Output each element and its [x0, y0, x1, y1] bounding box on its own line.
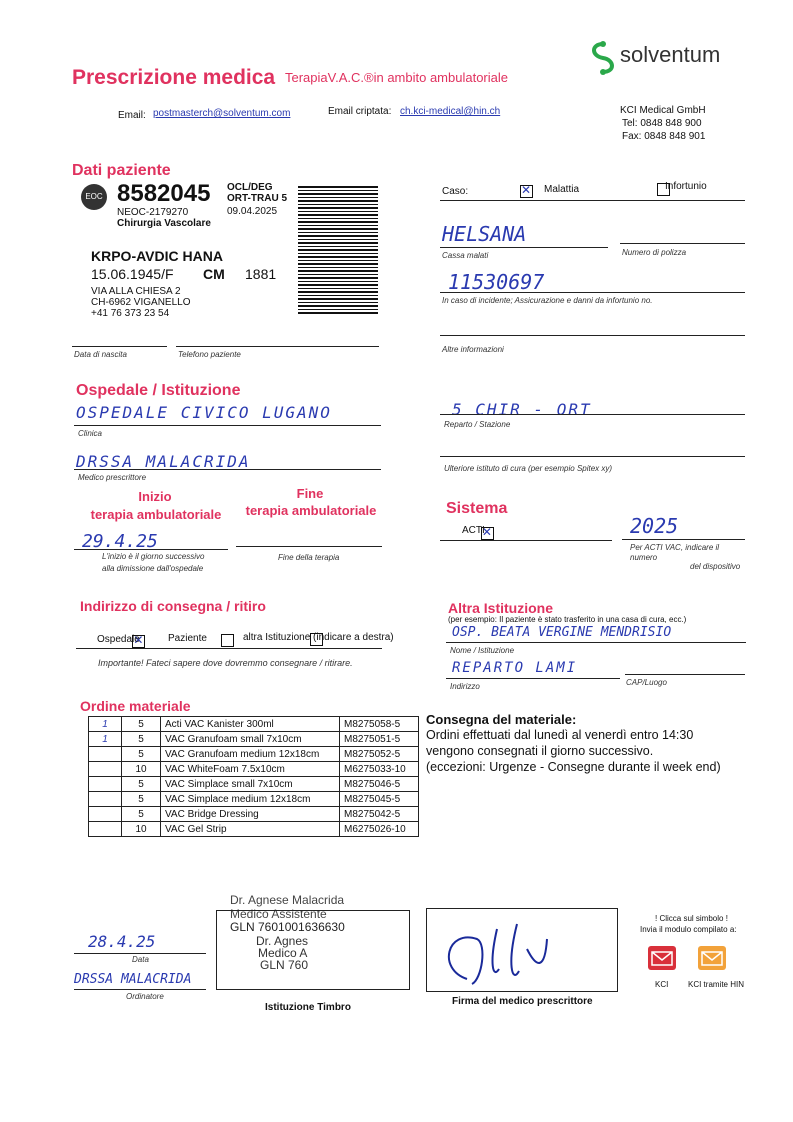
other-info-label: Altre informazioni	[442, 345, 504, 354]
envelope-icon	[648, 946, 676, 970]
envelope-icon	[698, 946, 726, 970]
email-crypt-link[interactable]: ch.kci-medical@hin.ch	[400, 106, 501, 117]
company-name: KCI Medical GmbH	[620, 105, 706, 116]
material-mark	[89, 792, 122, 807]
footer-date-value: 28.4.25	[88, 932, 156, 951]
patient-cm: CM	[203, 266, 225, 282]
barcode	[298, 186, 378, 316]
sticker-dept: Chirurgia Vascolare	[117, 218, 211, 229]
patient-phone: +41 76 373 23 54	[91, 308, 170, 319]
signature-icon	[427, 909, 617, 991]
device-note2: numero	[630, 553, 658, 562]
stamp-line2: Medico Assistente	[230, 907, 327, 921]
accident-label: In caso di incidente; Assicurazione e danni da infortunio no.	[442, 296, 653, 305]
material-delivery-title: Consegna del materiale:	[426, 712, 577, 727]
insurer-value: HELSANA	[442, 222, 527, 246]
delivery-other-label: altra Istituzione (indicare a destra)	[243, 632, 394, 643]
sticker-neoc: NEOC-2179270	[117, 207, 189, 218]
kci-hin-mail-button[interactable]	[698, 946, 726, 970]
dob-label: Data di nascita	[74, 350, 127, 359]
device-note3: del dispositivo	[690, 562, 741, 571]
doctor-label: Medico prescrittore	[78, 473, 147, 482]
footer-date-label: Data	[132, 955, 149, 964]
material-row	[89, 717, 419, 732]
other-inst-note: (per esempio: Il paziente è stato trasferito in una casa di cura, ecc.)	[448, 615, 687, 624]
doctor-value: DRSSA MALACRIDA	[76, 452, 251, 471]
sticker-code2: ORT-TRAU 5	[227, 193, 287, 204]
patient-address1: VIA ALLA CHIESA 2	[91, 286, 181, 297]
material-qty: 5	[122, 747, 161, 762]
clinic-value: OSPEDALE CIVICO LUGANO	[76, 403, 332, 422]
stamp-line3: GLN 7601001636630	[230, 920, 345, 934]
delivery-note: Importante! Fateci sapere dove dovremmo consegnare / ritirare.	[98, 658, 353, 668]
material-qty: 5	[122, 777, 161, 792]
policy-label: Numero di polizza	[622, 248, 687, 257]
device-note1: Per ACTI VAC, indicare il	[630, 543, 720, 552]
material-delivery-line1: Ordini effettuati dal lunedì al venerdì entro 14:30	[426, 728, 694, 742]
signature-box	[426, 908, 618, 992]
material-code: M8275051-5	[340, 732, 419, 747]
material-code: M6275026-10	[340, 822, 419, 837]
material-code: M8275046-5	[340, 777, 419, 792]
start-title2: terapia ambulatoriale	[90, 507, 222, 522]
material-row	[89, 762, 419, 777]
material-code: M8275058-5	[340, 717, 419, 732]
material-mark	[89, 822, 122, 837]
eoc-badge: EOC	[81, 184, 107, 210]
company-fax: Fax: 0848 848 901	[622, 131, 706, 142]
solventum-logo	[583, 40, 623, 81]
ward-value: 5 CHIR - ORT	[452, 400, 592, 419]
send-line1: ! Clicca sul simbolo !	[655, 914, 728, 923]
material-code: M6275033-10	[340, 762, 419, 777]
solventum-logo-icon	[583, 40, 623, 76]
kci-label: KCI	[655, 980, 669, 989]
patient-sticker	[73, 180, 288, 330]
material-item: VAC Granufoam medium 12x18cm	[161, 747, 340, 762]
email-link[interactable]: postmasterch@solventum.com	[153, 108, 291, 119]
material-row	[89, 822, 419, 837]
stamp-line4: Dr. Agnes	[256, 934, 309, 948]
other-inst-name-value: OSP. BEATA VERGINE MENDRISIO	[452, 625, 672, 640]
acti-label: ACTI	[462, 525, 485, 536]
logo-text: solventum	[620, 42, 721, 67]
hospital-section-title: Ospedale / Istituzione	[76, 382, 241, 399]
email-label: Email:	[118, 110, 146, 121]
patient-address2: CH-6962 VIGANELLO	[91, 297, 191, 308]
material-qty: 5	[122, 792, 161, 807]
delivery-section-title: Indirizzo di consegna / ritiro	[80, 598, 266, 614]
signature-label: Firma del medico prescrittore	[452, 996, 593, 1007]
kci-hin-label: KCI tramite HIN	[688, 980, 745, 989]
case-malattia-label: Malattia	[544, 184, 580, 195]
insurer-label: Cassa malati	[442, 251, 489, 260]
material-row	[89, 747, 419, 762]
material-code: M8275042-5	[340, 807, 419, 822]
material-qty: 5	[122, 807, 161, 822]
material-qty: 10	[122, 822, 161, 837]
material-mark: 1	[89, 732, 122, 747]
phone-label: Telefono paziente	[178, 350, 241, 359]
material-table	[88, 716, 419, 837]
other-inst-addr-value: REPARTO LAMI	[452, 660, 578, 676]
start-note1: L'inizio è il giorno successivo	[102, 552, 205, 561]
other-inst-cap-label: CAP/Luogo	[626, 678, 667, 687]
patient-section-title: Dati paziente	[72, 162, 171, 179]
material-item: VAC Gel Strip	[161, 822, 340, 837]
material-row	[89, 777, 419, 792]
sticker-code1: OCL/DEG	[227, 182, 273, 193]
further-label: Ulteriore istituto di cura (per esempio Spitex xy)	[444, 464, 613, 473]
stamp-line1: Dr. Agnese Malacrida	[230, 893, 345, 907]
material-item: VAC Bridge Dressing	[161, 807, 340, 822]
footer-orderer-label: Ordinatore	[126, 992, 164, 1001]
start-note2: alla dimissione dall'ospedale	[102, 564, 204, 573]
material-section-title: Ordine materiale	[80, 698, 191, 714]
case-infortunio-label: Infortunio	[665, 181, 707, 192]
material-qty: 5	[122, 717, 161, 732]
start-value: 29.4.25	[82, 531, 158, 552]
page-title: Prescrizione medica	[72, 66, 276, 89]
stamp-line6: GLN 760	[260, 958, 309, 972]
material-mark	[89, 747, 122, 762]
page-subtitle: TerapiaV.A.C.®in ambito ambulatoriale	[285, 70, 508, 85]
send-line2: Invia il modulo compilato a:	[640, 925, 737, 934]
stamp-line5: Medico A	[258, 946, 308, 960]
device-value: 2025	[630, 514, 679, 538]
material-row	[89, 732, 419, 747]
end-title2: terapia ambulatoriale	[245, 503, 377, 518]
material-code: M8275052-5	[340, 747, 419, 762]
material-qty: 5	[122, 732, 161, 747]
material-delivery-line2: vengono consegnati il giorno successivo.	[426, 744, 654, 758]
material-delivery-line3: (eccezioni: Urgenze - Consegne durante il week end)	[426, 760, 721, 774]
company-tel: Tel: 0848 848 900	[622, 118, 702, 129]
sticker-date: 09.04.2025	[227, 206, 278, 217]
delivery-patient-checkbox[interactable]	[221, 634, 234, 647]
footer-orderer-value: DRSSA MALACRIDA	[74, 972, 192, 987]
email-crypt-label: Email criptata:	[328, 106, 392, 117]
clinic-label: Clinica	[78, 429, 103, 438]
delivery-patient-label: Paziente	[168, 633, 207, 644]
start-title1: Inizio	[138, 489, 172, 504]
material-code: M8275045-5	[340, 792, 419, 807]
system-section-title: Sistema	[446, 500, 508, 517]
patient-cm-number: 1881	[245, 266, 277, 282]
patient-birth: 15.06.1945/F	[91, 266, 174, 282]
material-mark	[89, 777, 122, 792]
other-inst-name-label: Nome / Istituzione	[450, 646, 515, 655]
other-inst-addr-label: Indirizzo	[450, 682, 480, 691]
material-item: VAC Simplace medium 12x18cm	[161, 792, 340, 807]
end-label: Fine della terapia	[278, 553, 340, 562]
patient-name: KRPO-AVDIC HANA	[91, 248, 223, 264]
ward-label: Reparto / Stazione	[444, 420, 511, 429]
material-item: VAC Simplace small 7x10cm	[161, 777, 340, 792]
case-label: Caso:	[442, 186, 469, 197]
material-row	[89, 792, 419, 807]
kci-mail-button[interactable]	[648, 946, 676, 970]
other-inst-section-title: Altra Istituzione	[448, 600, 554, 616]
material-mark: 1	[89, 717, 122, 732]
material-mark	[89, 807, 122, 822]
material-qty: 10	[122, 762, 161, 777]
material-item: Acti VAC Kanister 300ml	[161, 717, 340, 732]
stamp-label: Istituzione Timbro	[265, 1002, 351, 1013]
material-mark	[89, 762, 122, 777]
delivery-hospital-label: Ospedale	[97, 634, 140, 645]
case-malattia-checkbox[interactable]	[520, 185, 533, 198]
material-row	[89, 807, 419, 822]
end-title1: Fine	[296, 486, 324, 501]
material-item: VAC Granufoam small 7x10cm	[161, 732, 340, 747]
accident-value: 11530697	[448, 270, 545, 294]
material-item: VAC WhiteFoam 7.5x10cm	[161, 762, 340, 777]
case-number: 8582045	[117, 180, 211, 207]
